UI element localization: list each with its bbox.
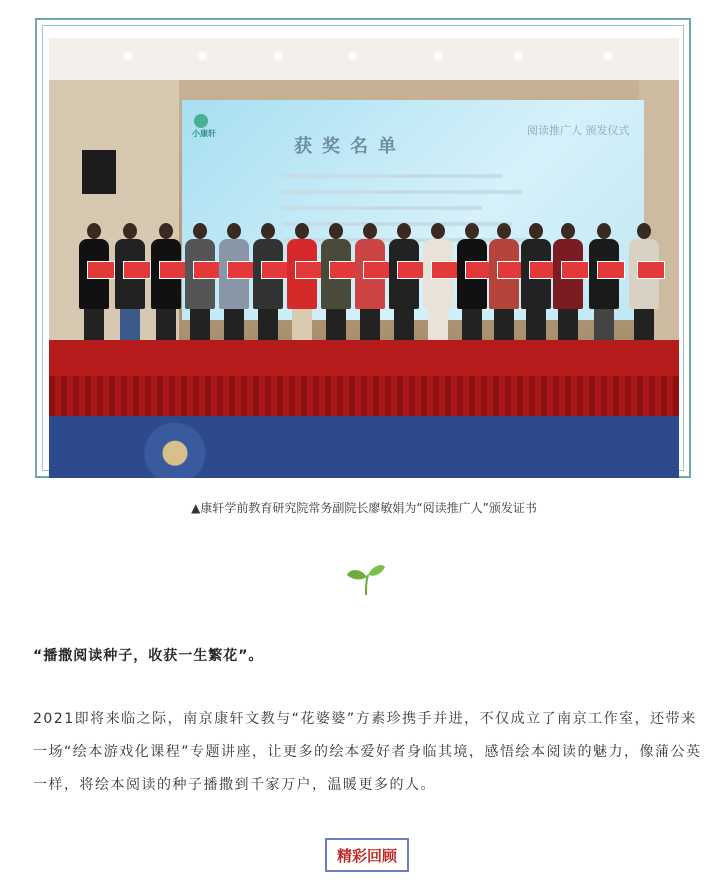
stage-curtain [49, 376, 679, 416]
carpet [49, 416, 679, 478]
quote-text: “播撒阅读种子，收获一生繁花”。 [33, 648, 264, 664]
award-ceremony-photo [49, 38, 679, 478]
screen-title: 获奖名单 [294, 136, 406, 157]
ceiling [49, 38, 679, 80]
screen-subtitle: 阅读推广人 颁发仪式 [527, 124, 630, 137]
speaker [82, 150, 116, 194]
screen-logo-icon [194, 114, 208, 128]
photo-caption: ▲康轩学前教育研究院常务副院长廖敏娟为“阅读推广人”颁发证书 [191, 501, 537, 515]
photo-frame [35, 18, 691, 478]
sprout-icon [346, 561, 386, 597]
highlights-review-button[interactable]: 精彩回顾 [325, 838, 409, 872]
screen-brand: 小康轩 [192, 129, 216, 138]
stage-top [49, 340, 679, 380]
body-paragraph: 2021即将来临之际，南京康轩文教与“花婆婆”方素珍携手并进，不仅成立了南京工作室，还带来一场“绘本游戏化课程”专题讲座，让更多的绘本爱好者身临其境，感悟绘本阅读的魅力，像蒲公英一样，将绘本阅读的种子播撒到千家万户，温暖更多的人。 [33, 711, 702, 793]
